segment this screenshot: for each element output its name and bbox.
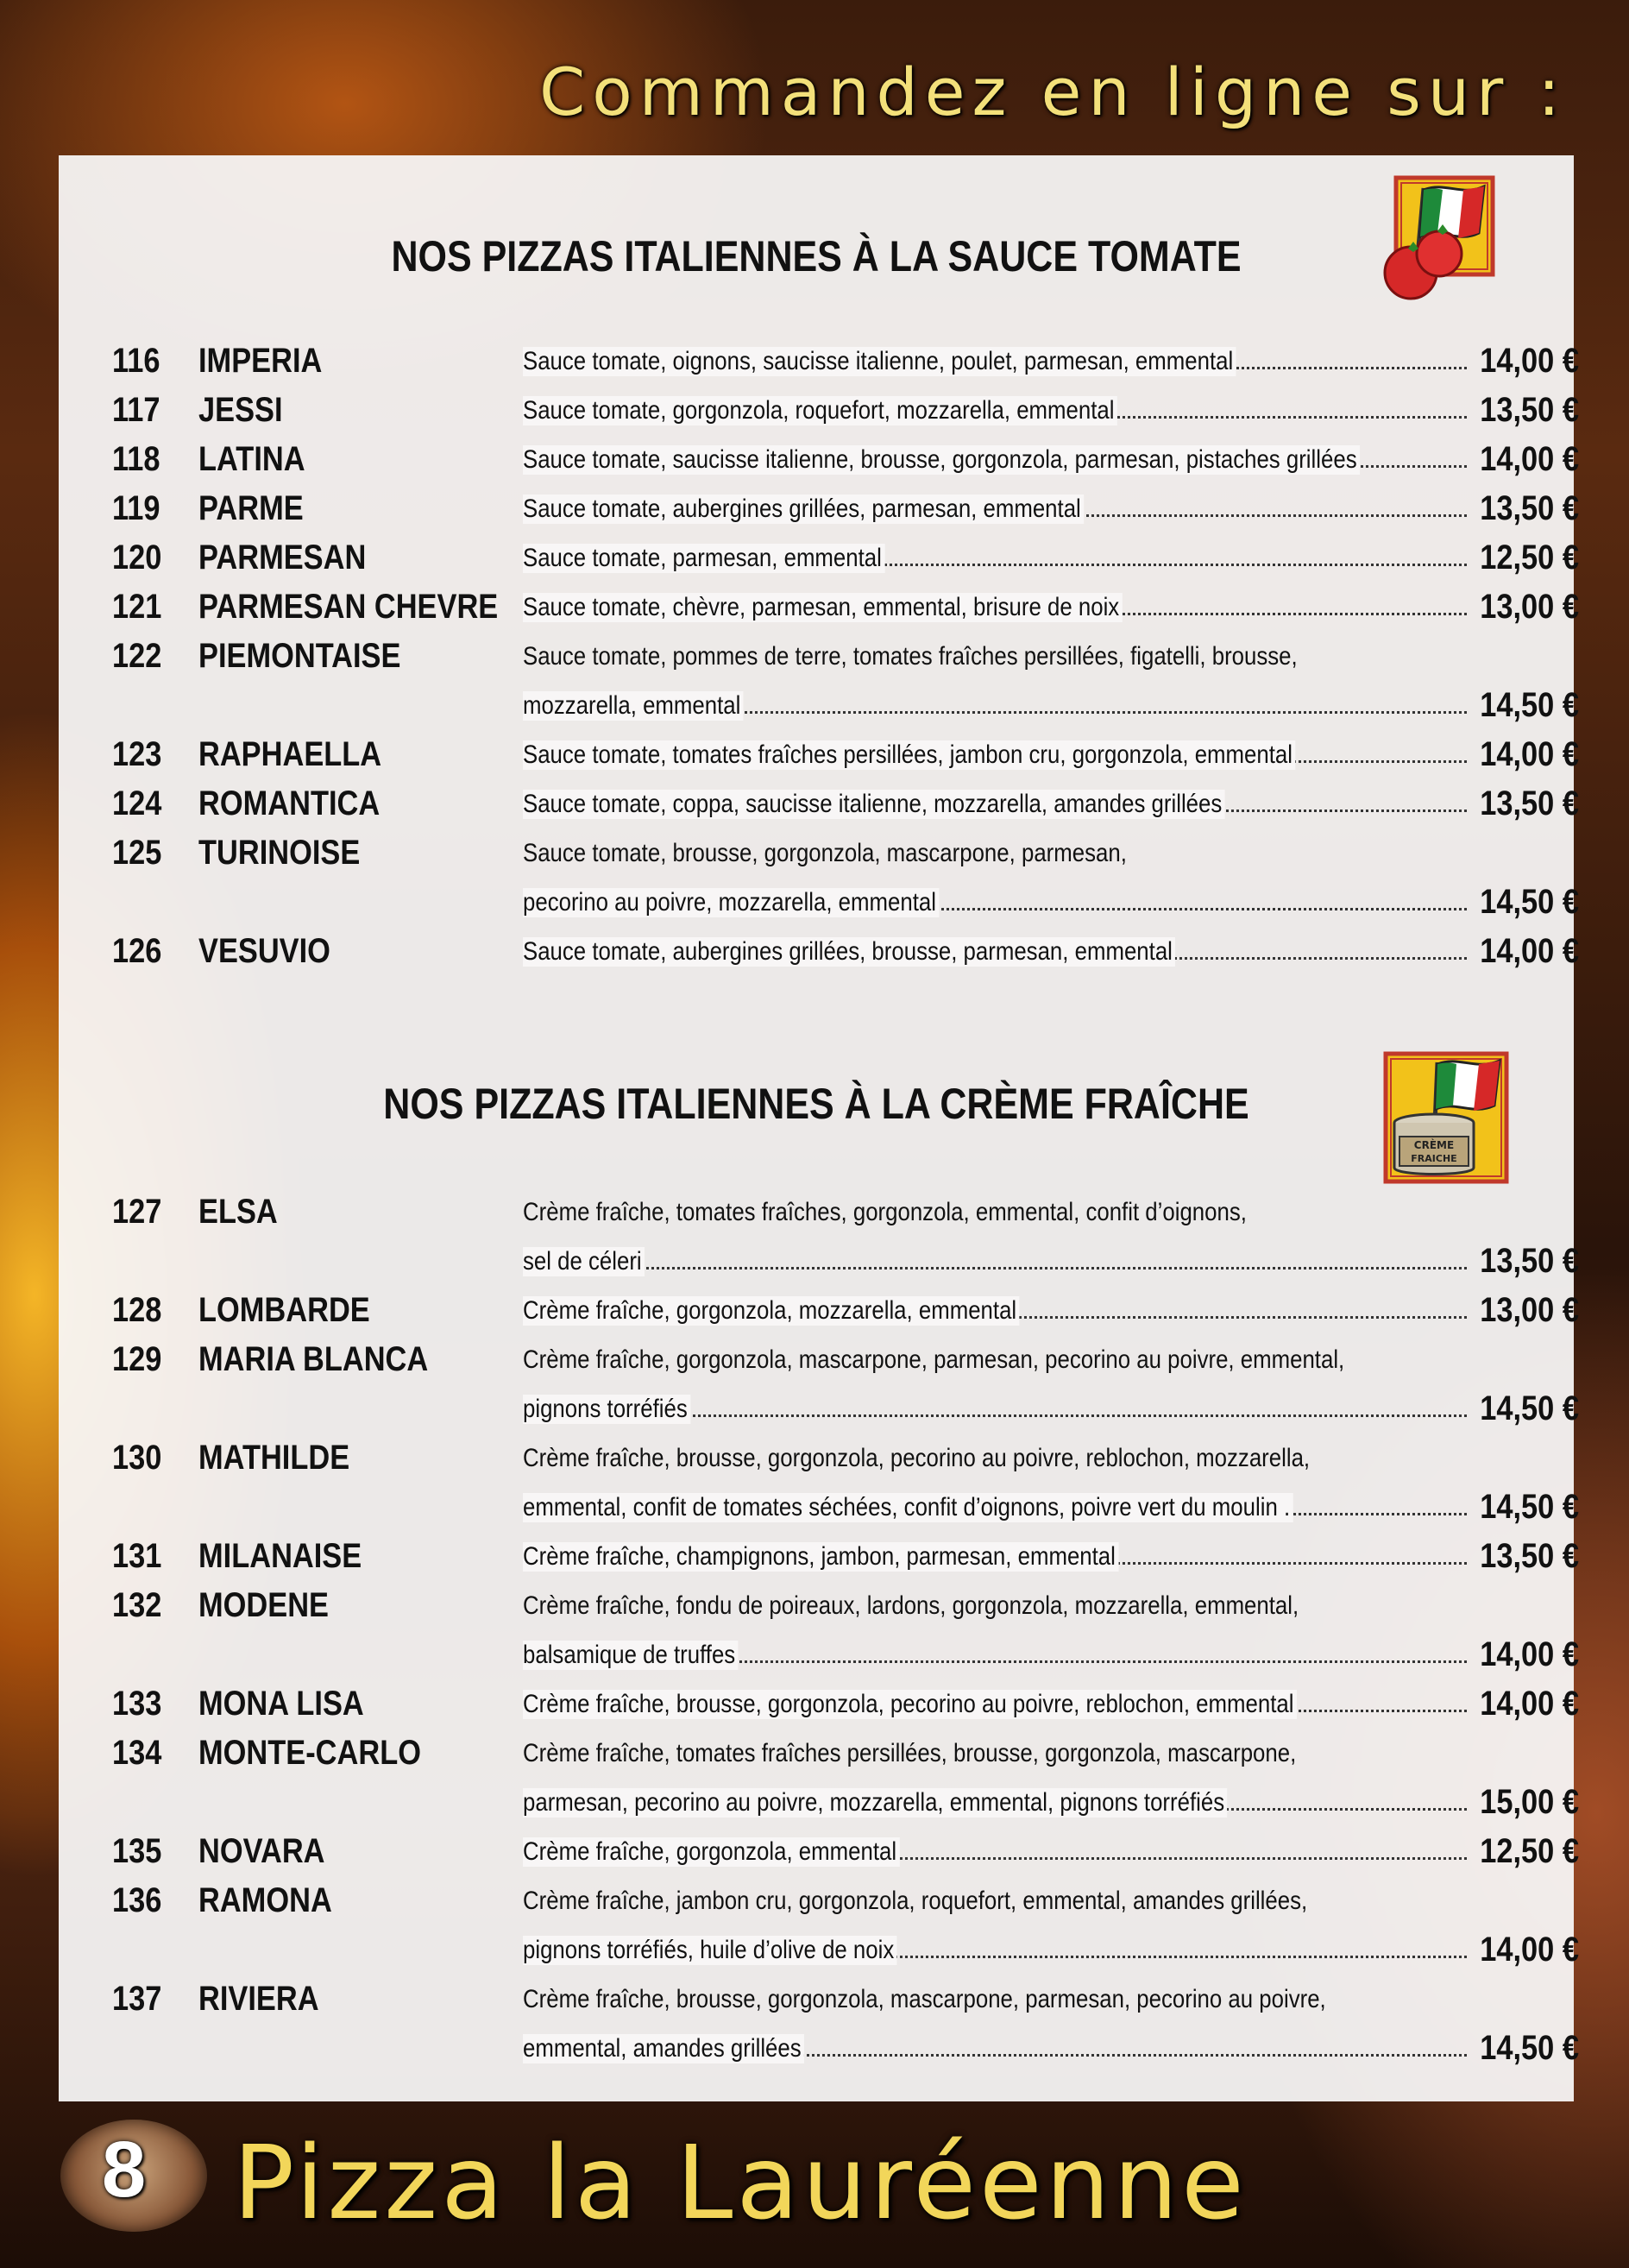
menu-item-line — [112, 484, 1579, 533]
item-description — [523, 1739, 1468, 1768]
item-name: PARME — [198, 489, 304, 527]
item-number: 120 — [112, 539, 162, 576]
item-number: 130 — [112, 1439, 162, 1477]
menu-item — [112, 386, 1579, 435]
item-description-text: pignons torréfiés, huile d’olive de noix — [523, 1936, 897, 1965]
item-number: 135 — [112, 1832, 162, 1870]
menu-item-line — [112, 1335, 1579, 1384]
item-description-text: Crème fraîche, gorgonzola, emmental — [523, 1837, 900, 1867]
item-description — [523, 1395, 1467, 1424]
item-description-text: pecorino au poivre, mozzarella, emmental — [523, 888, 939, 917]
menu-item-line — [112, 1630, 1579, 1679]
item-name: PARMESAN — [198, 539, 367, 576]
item-description-text: Crème fraîche, jambon cru, gorgonzola, roquefort, emmental, amandes grillées, — [523, 1887, 1308, 1915]
menu-item-line — [112, 1975, 1579, 2024]
item-description-text: Crème fraîche, brousse, gorgonzola, pecorino au poivre, reblochon, emmental — [523, 1690, 1297, 1719]
item-description — [523, 1591, 1468, 1621]
item-price: 12,50 € — [1480, 539, 1579, 576]
menu-item-line — [112, 878, 1579, 927]
item-description — [523, 1542, 1467, 1572]
item-description — [523, 1936, 1467, 1965]
item-description-text: Sauce tomate, aubergines grillées, parmesan, emmental — [523, 495, 1084, 524]
menu-item-line — [112, 337, 1579, 386]
item-price: 14,50 € — [1480, 1389, 1579, 1427]
item-name: ELSA — [198, 1193, 278, 1231]
item-description — [523, 1198, 1468, 1227]
cream-badge-label-2: FRAICHE — [1411, 1153, 1457, 1164]
item-description — [523, 1690, 1467, 1719]
item-description-text: balsamique de truffes — [523, 1641, 739, 1670]
item-description — [523, 937, 1467, 967]
item-name: LATINA — [198, 440, 305, 478]
section-title-cream: NOS PIZZAS ITALIENNES À LA CRÈME FRAÎCHE — [383, 1080, 1249, 1128]
item-description-text: Sauce tomate, pommes de terre, tomates fraîches persillées, figatelli, brousse, — [523, 642, 1298, 671]
item-number: 133 — [112, 1685, 162, 1723]
item-number: 124 — [112, 784, 162, 822]
item-description — [523, 1985, 1468, 2014]
item-name: MATHILDE — [198, 1439, 350, 1477]
item-description — [523, 1444, 1468, 1473]
menu-item-line — [112, 1483, 1579, 1532]
menu-item — [112, 632, 1579, 730]
item-price: 14,50 € — [1480, 2029, 1579, 2067]
item-price: 14,50 € — [1480, 686, 1579, 724]
item-price: 14,00 € — [1480, 440, 1579, 478]
item-description — [523, 544, 1467, 573]
item-number: 122 — [112, 637, 162, 675]
item-description-text: Crème fraîche, gorgonzola, mascarpone, parmesan, pecorino au poivre, emmental, — [523, 1345, 1345, 1374]
item-description-text: Sauce tomate, parmesan, emmental — [523, 544, 884, 573]
item-description — [523, 1296, 1467, 1326]
menu-item-line — [112, 1581, 1579, 1630]
menu-item — [112, 927, 1579, 976]
item-price: 13,50 € — [1480, 784, 1579, 822]
item-number: 117 — [112, 391, 160, 429]
item-name: PIEMONTAISE — [198, 637, 401, 675]
item-number: 121 — [112, 588, 162, 626]
menu-item — [112, 1876, 1579, 1975]
item-name: MILANAISE — [198, 1537, 362, 1575]
item-description-text: Sauce tomate, saucisse italienne, brousse, gorgonzola, parmesan, pistaches grillées — [523, 445, 1360, 475]
item-description — [523, 1641, 1467, 1670]
menu-item — [112, 779, 1579, 828]
item-number: 128 — [112, 1291, 162, 1329]
item-price: 13,00 € — [1480, 1291, 1579, 1329]
menu-item — [112, 1729, 1579, 1827]
item-number: 116 — [112, 342, 160, 380]
item-description-text: Sauce tomate, chèvre, parmesan, emmental, brisure de noix — [523, 593, 1123, 622]
item-description — [523, 1837, 1467, 1867]
item-description-text: Crème fraîche, tomates fraîches persillées, brousse, gorgonzola, mascarpone, — [523, 1739, 1297, 1767]
item-name: JESSI — [198, 391, 283, 429]
item-number: 126 — [112, 932, 162, 970]
item-description-text: Crème fraîche, brousse, gorgonzola, mascarpone, parmesan, pecorino au poivre, — [523, 1985, 1326, 2013]
menu-item-line — [112, 1679, 1579, 1729]
menu-item — [112, 1975, 1579, 2073]
page-number: 8 — [102, 2126, 147, 2214]
item-description — [523, 1887, 1468, 1916]
item-price: 13,50 € — [1480, 1242, 1579, 1280]
item-description — [523, 495, 1467, 524]
menu-item-line — [112, 632, 1579, 681]
item-description-text: Sauce tomate, aubergines grillées, brousse, parmesan, emmental — [523, 937, 1175, 967]
item-description-text: Sauce tomate, brousse, gorgonzola, mascarpone, parmesan, — [523, 839, 1127, 867]
item-description — [523, 642, 1468, 671]
item-description-text: sel de céleri — [523, 1247, 645, 1276]
item-name: RIVIERA — [198, 1980, 319, 2018]
menu-item — [112, 1532, 1579, 1581]
menu-item-line — [112, 779, 1579, 828]
item-price: 13,50 € — [1480, 391, 1579, 429]
menu-item — [112, 1827, 1579, 1876]
item-price: 15,00 € — [1480, 1783, 1579, 1821]
item-number: 134 — [112, 1734, 162, 1772]
item-description — [523, 2034, 1467, 2063]
item-description — [523, 740, 1467, 770]
item-description-text: Sauce tomate, tomates fraîches persillées, jambon cru, gorgonzola, emmental — [523, 740, 1295, 770]
menu-item-line — [112, 828, 1579, 878]
menu-item-line — [112, 1237, 1579, 1286]
item-number: 136 — [112, 1881, 162, 1919]
item-number: 129 — [112, 1340, 162, 1378]
item-price: 14,00 € — [1480, 342, 1579, 380]
menu-item — [112, 1286, 1579, 1335]
item-description-text: Crème fraîche, fondu de poireaux, lardons, gorgonzola, mozzarella, emmental, — [523, 1591, 1299, 1620]
item-price: 14,00 € — [1480, 1635, 1579, 1673]
item-price: 14,00 € — [1480, 735, 1579, 773]
item-description — [523, 593, 1467, 622]
menu-item — [112, 1679, 1579, 1729]
menu-item-line — [112, 1433, 1579, 1483]
menu-item-line — [112, 1532, 1579, 1581]
item-description-text: mozzarella, emmental — [523, 691, 744, 721]
item-number: 132 — [112, 1586, 162, 1624]
item-price: 13,00 € — [1480, 588, 1579, 626]
item-description — [523, 790, 1467, 819]
item-number: 123 — [112, 735, 162, 773]
item-description-text: emmental, confit de tomates séchées, confit d’oignons, poivre vert du moulin . — [523, 1493, 1293, 1522]
item-price: 14,00 € — [1480, 932, 1579, 970]
section-title-tomato: NOS PIZZAS ITALIENNES À LA SAUCE TOMATE — [391, 232, 1242, 280]
menu-item-line — [112, 1778, 1579, 1827]
item-description — [523, 1247, 1467, 1276]
item-description-text: Sauce tomate, coppa, saucisse italienne, mozzarella, amandes grillées — [523, 790, 1225, 819]
menu-item — [112, 730, 1579, 779]
item-name: RAMONA — [198, 1881, 332, 1919]
item-price: 13,50 € — [1480, 489, 1579, 527]
menu-item — [112, 1188, 1579, 1286]
menu-panel — [59, 155, 1579, 2101]
item-description-text: Crème fraîche, brousse, gorgonzola, pecorino au poivre, reblochon, mozzarella, — [523, 1444, 1311, 1472]
item-name: MODENE — [198, 1586, 329, 1624]
item-description — [523, 1788, 1467, 1818]
cream-badge-label-1: CRÈME — [1413, 1139, 1455, 1151]
item-name: MONA LISA — [198, 1685, 364, 1723]
item-description-text: Crème fraîche, champignons, jambon, parmesan, emmental — [523, 1542, 1118, 1572]
cream-pizza-list — [112, 1188, 1579, 2073]
menu-item — [112, 533, 1579, 583]
menu-item-line — [112, 1827, 1579, 1876]
menu-item-line — [112, 435, 1579, 484]
item-price: 14,00 € — [1480, 1931, 1579, 1969]
item-number: 119 — [112, 489, 160, 527]
menu-item — [112, 484, 1579, 533]
menu-item-line — [112, 681, 1579, 730]
item-number: 131 — [112, 1537, 162, 1575]
menu-item-line — [112, 1286, 1579, 1335]
item-description-text: parmesan, pecorino au poivre, mozzarella, emmental, pignons torréfiés — [523, 1788, 1228, 1818]
menu-item — [112, 583, 1579, 632]
menu-item-line — [112, 2024, 1579, 2073]
item-name: LOMBARDE — [198, 1291, 370, 1329]
item-price: 14,50 € — [1480, 1488, 1579, 1526]
item-description — [523, 1493, 1467, 1522]
item-number: 125 — [112, 834, 162, 872]
item-description-text: emmental, amandes grillées — [523, 2034, 804, 2063]
menu-item-line — [112, 583, 1579, 632]
menu-item — [112, 1581, 1579, 1679]
item-description — [523, 396, 1467, 425]
item-number: 118 — [112, 440, 160, 478]
item-number: 137 — [112, 1980, 162, 2018]
menu-item — [112, 1433, 1579, 1532]
item-number: 127 — [112, 1193, 162, 1231]
item-price: 13,50 € — [1480, 1537, 1579, 1575]
item-description — [523, 888, 1467, 917]
menu-item-line — [112, 386, 1579, 435]
item-description — [523, 839, 1468, 868]
menu-item-line — [112, 1384, 1579, 1433]
item-name: MARIA BLANCA — [198, 1340, 429, 1378]
menu-item-line — [112, 1188, 1579, 1237]
item-description — [523, 1345, 1468, 1375]
brand-banner: Pizza la Lauréenne — [233, 2123, 1248, 2242]
menu-item-line — [112, 1729, 1579, 1778]
item-name: IMPERIA — [198, 342, 323, 380]
item-name: MONTE-CARLO — [198, 1734, 421, 1772]
item-name: PARMESAN CHEVRE — [198, 588, 499, 626]
item-price: 14,50 € — [1480, 883, 1579, 921]
item-name: ROMANTICA — [198, 784, 381, 822]
menu-item — [112, 435, 1579, 484]
menu-item — [112, 337, 1579, 386]
item-description-text: Sauce tomate, oignons, saucisse italienne, poulet, parmesan, emmental — [523, 347, 1236, 376]
menu-item-line — [112, 927, 1579, 976]
menu-item-line — [112, 533, 1579, 583]
item-name: TURINOISE — [198, 834, 361, 872]
item-description — [523, 347, 1467, 376]
menu-item — [112, 828, 1579, 927]
item-description-text: pignons torréfiés — [523, 1395, 690, 1424]
tomato-pizza-list — [112, 337, 1579, 976]
menu-item-line — [112, 1925, 1579, 1975]
item-price: 12,50 € — [1480, 1832, 1579, 1870]
item-description — [523, 691, 1467, 721]
item-description-text: Crème fraîche, tomates fraîches, gorgonzola, emmental, confit d’oignons, — [523, 1198, 1247, 1226]
menu-item-line — [112, 730, 1579, 779]
item-description-text: Crème fraîche, gorgonzola, mozzarella, emmental — [523, 1296, 1020, 1326]
item-name: VESUVIO — [198, 932, 330, 970]
item-description — [523, 445, 1467, 475]
menu-item — [112, 1335, 1579, 1433]
order-online-banner: Commandez en ligne sur : — [539, 54, 1567, 130]
item-name: RAPHAELLA — [198, 735, 382, 773]
item-description-text: Sauce tomate, gorgonzola, roquefort, mozzarella, emmental — [523, 396, 1117, 425]
item-price: 14,00 € — [1480, 1685, 1579, 1723]
menu-item-line — [112, 1876, 1579, 1925]
item-name: NOVARA — [198, 1832, 325, 1870]
